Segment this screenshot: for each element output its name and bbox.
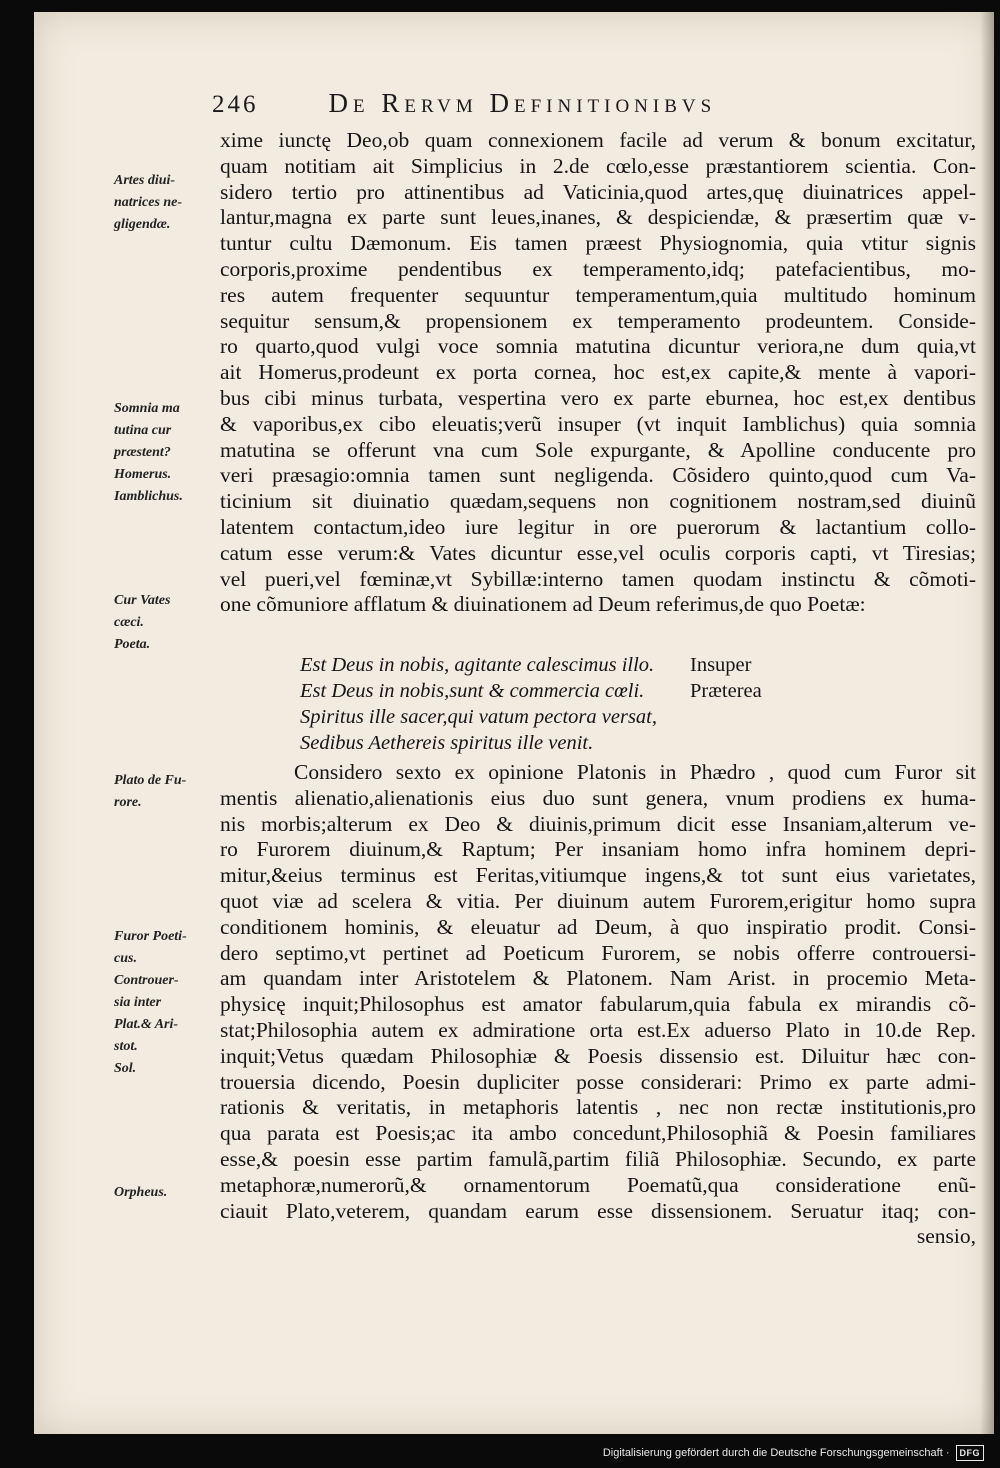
text-line: stat;Philosophia autem ex admiratione orta est.Ex aduerso Plato in 10.de Rep. [220,1017,976,1042]
verse-trailing-word: Præterea [690,680,762,702]
text-line: am quandam inter Aristotelem & Platonem. Nam Arist. in procemio Meta- [220,966,976,991]
verse-trailing-word: Insuper [690,654,752,676]
verse-line [300,730,820,756]
verse-quotations [300,652,820,756]
verse-line [300,678,820,704]
text-line: ticinium sit diuinatio quædam,sequens non cognitionem nostram,sed diuinũ [220,489,976,514]
text-line: quot viæ ad scelera & vitia. Per diuinum autem Furorem,erigitur homo supra [220,888,976,913]
text-line: nis morbis;alterum ex Deo & diuinis,primum dicit esse Insaniam,alterum ve- [220,811,976,836]
dfg-logo: DFG [956,1445,985,1461]
text-line: trouersia dicendo, Poesin dupliciter posse considerari: Primo ex parte admi- [220,1069,976,1094]
text-line: veri præsagio:omnia tamen sunt negligenda. Cõsidero quinto,quod cum Va- [220,463,976,488]
text-line: vel pueri,vel fœminæ,vt Sybillæ:interno tamen quodam instinctu & cõmoti- [220,566,976,591]
book-page [34,12,994,1434]
verse-line [300,652,820,678]
margin-note: Somnia ma tutina cur præstent? Homerus. Iamblichus. [114,401,183,504]
digitization-footer [0,1442,1000,1464]
text-line: latentem contactum,ideo iure legitur in ore puerorum & lactantium collo- [220,514,976,539]
margin-note: Artes diui- natrices ne- gligendæ. [114,173,183,232]
running-title: De Rervm Definitionibvs [328,88,717,118]
text-line: one cõmuniore afflatum & diuinationem ad Deum referimus,de quo Poetæ: [220,592,866,617]
text-line: tuntur cultu Dæmonum. Eis tamen præest Physiognomia, quia vtitur signis [220,231,976,256]
page-number: 246 [212,91,259,118]
margin-note: Furor Poeti- cus. Controuer- sia inter Plat.& Ari- stot. Sol. [114,929,187,1076]
text-line: physicę inquit;Philosophus est amator fabularum,quia fabula ex mirandis cõ- [220,992,976,1017]
body-text-upper [220,128,976,618]
verse-line [300,704,820,730]
text-line: mentis alienatio,alienationis eius duo sunt genera, vnum prodiens ex huma- [220,785,976,810]
text-line: sensio, [916,1224,976,1249]
page-edge-shadow [980,12,994,1434]
text-line: lantur,magna ex parte sunt leues,inanes, & despiciendæ, & præsertim quæ v- [220,205,976,230]
margin-note: Plato de Fu- rore. [114,773,187,810]
footer-credit: Digitalisierung gefördert durch die Deutsche Forschungsgemeinschaft · [602,1447,950,1459]
text-line: metaphoræ,numerorũ,& ornamentorum Poematũ,qua consideratione enũ- [220,1172,976,1197]
text-line: ait Homerus,prodeunt ex porta cornea, hoc est,ex capite,& mente à vapori- [220,360,976,385]
text-line: & vaporibus,ex cibo eleuatis;verũ insuper (vt inquit Iamblichus) quia somnia [220,411,976,436]
text-line: xime iunctę Deo,ob quam connexionem facile ad verum & bonum excitatur, [220,128,976,152]
running-header [212,88,904,119]
text-line: dero septimo,vt pertinet ad Poeticum Furorem, se nobis offerre controuersi- [220,940,976,965]
text-line: esse,& poesin esse partim famulã,partim filiã Philosophiæ. Secundo, ex parte [220,1146,976,1171]
text-line: sidero tertio pro attinentibus ad Vaticinia,quod artes,quę diuinatrices appel- [220,179,976,204]
verse-text: Est Deus in nobis, agitante calescimus illo. [300,654,655,676]
text-line: Considero sexto ex opinione Platonis in Phædro , quod cum Furor sit [294,760,976,784]
text-line: ro Furorem diuinum,& Raptum; Per insaniam homo infra hominem depri- [220,837,976,862]
text-line: bus cibi minus turbata, vespertina vero ex parte eburnea, hoc est,ex dentibus [220,385,976,410]
text-line: catum esse verum:& Vates dicuntur esse,vel oculis corporis capti, vt Tiresias; [220,540,976,565]
verse-text: Sedibus Aethereis spiritus ille venit. [300,732,594,754]
verse-text: Est Deus in nobis,sunt & commercia cœli. [300,680,645,702]
text-line: rationis & veritatis, in metaphoris latentis , nec non rectæ institutionis,pro [220,1095,976,1120]
text-line: sequitur sensum,& propensionem ex temperamento prodeuntem. Conside- [220,308,976,333]
text-line: inquit;Vetus quædam Philosophiæ & Poesis dissensio est. Diluitur hæc con- [220,1043,976,1068]
margin-note: Cur Vates cæci. Poeta. [114,593,171,652]
text-line: conditionem hominis, & eleuatur ad Deum, à quo inspiratio prodit. Consi- [220,914,976,939]
text-line: ciauit Plato,veterem, quandam earum esse dissensionem. Seruatur itaq; con- [220,1198,976,1223]
verse-text: Spiritus ille sacer,qui vatum pectora versat, [300,706,657,728]
text-line: res autem frequenter sequuntur temperamentum,quia multitudo hominum [220,282,976,307]
text-line: quam notitiam ait Simplicius in 2.de cœlo,esse præstantiorem scientia. Con- [220,153,976,178]
text-line: mitur,&eius terminus est Feritas,vitiumque ingens,& tot sunt eius varietates, [220,863,976,888]
body-text-lower [220,760,976,1250]
margin-note: Orpheus. [114,1185,168,1200]
text-line: matutina se offerunt vna cum Sole expurgante, & Apolline conducente pro [220,437,976,462]
text-line: corporis,proxime pendentibus ex temperamento,idq; patefacientibus, mo- [220,256,976,281]
text-line: ro quarto,quod vulgi voce somnia matutina dicuntur veriora,ne dum quia,vt [220,334,976,359]
text-line: qua parata est Poesis;ac ita ambo concedunt,Philosophiã & Poesin familiares [220,1121,976,1146]
